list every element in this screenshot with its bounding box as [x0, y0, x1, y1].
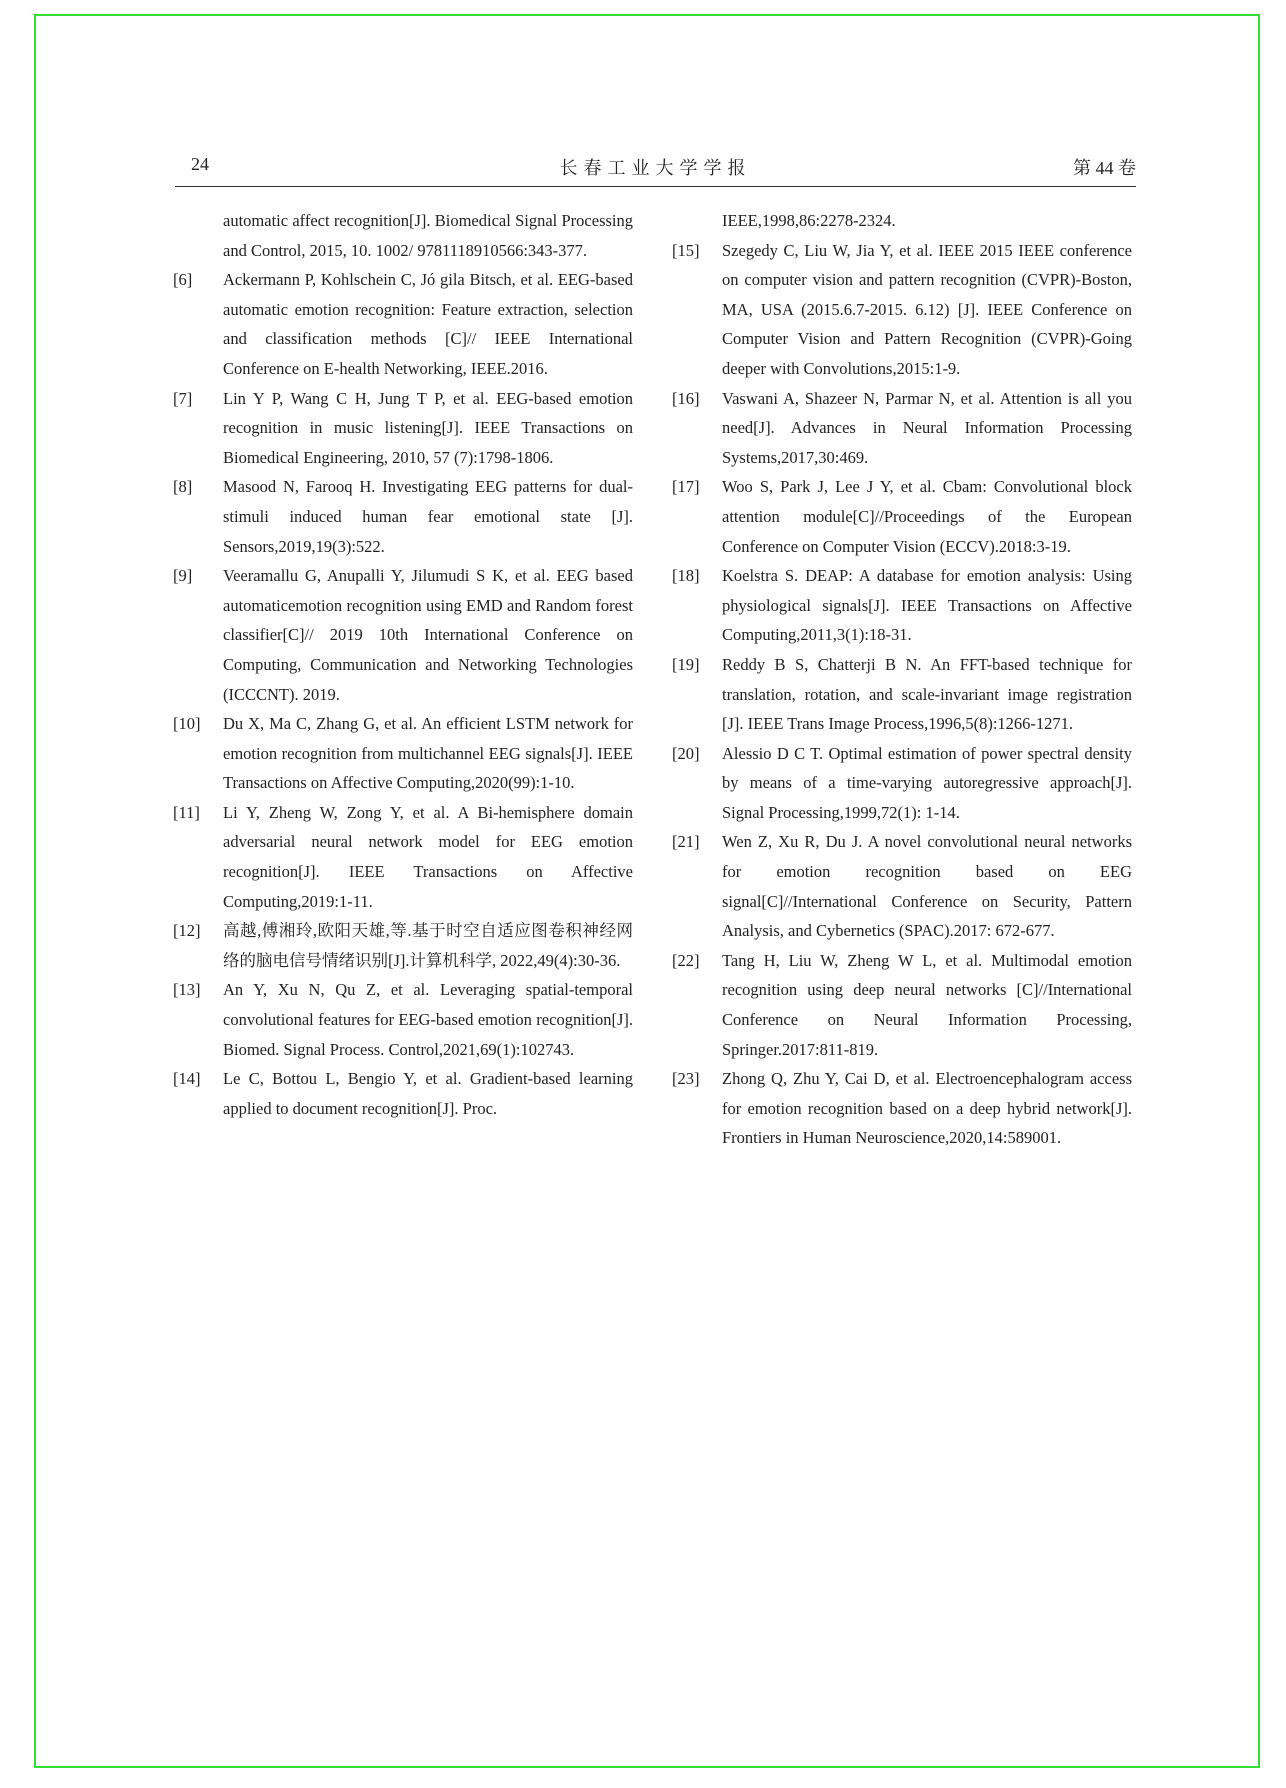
reference-entry: [672, 650, 1132, 739]
reference-number: [11]: [173, 802, 200, 822]
reference-text: Wen Z, Xu R, Du J. A novel convolutional neural networks for emotion recognition based on EEG signal[C]//International Conference on Security, Pattern Analysis, and Cybernetics (SPAC).2017: 672-677.: [722, 832, 1132, 941]
reference-text: Veeramallu G, Anupalli Y, Jilumudi S K, et al. EEG based automaticemotion recognition using EMD and Random forest classifier[C]// 2019 10th International Conference on Computing, Communication and Networking Technologies (ICCCNT). 2019.: [223, 566, 633, 704]
reference-number: [6]: [173, 270, 193, 290]
reference-text: IEEE,1998,86:2278-2324.: [722, 211, 896, 230]
journal-title: 长春工业大学学报: [559, 158, 752, 178]
reference-text: Ackermann P, Kohlschein C, Jó gila Bitsch, et al. EEG-based automatic emotion recognition: Feature extraction, selection and classification methods [C]// IEEE International Conference on E-health Networking, IEEE.2016.: [223, 270, 633, 378]
reference-entry: [672, 561, 1132, 650]
reference-entry: [672, 1064, 1132, 1153]
page-number: 24: [191, 154, 209, 174]
reference-entry: [672, 236, 1132, 384]
reference-text: Lin Y P, Wang C H, Jung T P, et al. EEG-based emotion recognition in music listening[J]. IEEE Transactions on Biomedical Engineering, 2010, 57 (7):1798-1806.: [223, 388, 633, 467]
reference-text: Szegedy C, Liu W, Jia Y, et al. IEEE 2015 IEEE conference on computer vision and pattern recognition (CVPR)-Boston, MA, USA (2015.6.7-2015. 6.12) [J]. IEEE Conference on Computer Vision and Pattern Recognition (CVPR)-Going deeper with Convolutions,2015:1-9.: [722, 240, 1132, 378]
reference-entry: [173, 384, 633, 473]
page-header: [175, 152, 1136, 187]
reference-text: Woo S, Park J, Lee J Y, et al. Cbam: Convolutional block attention module[C]//Proceedings of the European Conference on Computer Vision (ECCV).2018:3-19.: [722, 477, 1132, 556]
reference-entry: [672, 472, 1132, 561]
reference-entry: [173, 561, 633, 709]
reference-text: Zhong Q, Zhu Y, Cai D, et al. Electroencephalogram access for emotion recognition based on a deep hybrid network[J]. Frontiers in Human Neuroscience,2020,14:589001.: [722, 1069, 1132, 1148]
reference-text: Alessio D C T. Optimal estimation of power spectral density by means of a time-varying autoregressive approach[J]. Signal Processing,1999,72(1): 1-14.: [722, 743, 1132, 822]
reference-entry: [173, 975, 633, 1064]
volume-label: 第 44 卷: [1073, 158, 1136, 178]
reference-entry: [672, 827, 1132, 945]
reference-number: [19]: [672, 654, 700, 674]
reference-text: Masood N, Farooq H. Investigating EEG patterns for dual-stimuli induced human fear emotional state [J]. Sensors,2019,19(3):522.: [223, 477, 633, 556]
reference-entry: [173, 472, 633, 561]
reference-text: Li Y, Zheng W, Zong Y, et al. A Bi-hemisphere domain adversarial neural network model for EEG emotion recognition[J]. IEEE Transactions on Affective Computing,2019:1-11.: [223, 802, 633, 911]
reference-number: [20]: [672, 743, 700, 763]
reference-number: [9]: [173, 566, 193, 586]
reference-entry: [672, 384, 1132, 473]
reference-number: [22]: [672, 950, 700, 970]
reference-entry: [173, 265, 633, 383]
reference-entry: [672, 206, 1132, 236]
reference-text: An Y, Xu N, Qu Z, et al. Leveraging spatial-temporal convolutional features for EEG-based emotion recognition[J]. Biomed. Signal Process. Control,2021,69(1):102743.: [223, 980, 633, 1059]
reference-entry: [173, 709, 633, 798]
reference-entry: [672, 946, 1132, 1064]
reference-entry: [173, 798, 633, 916]
reference-entry: [173, 1064, 633, 1123]
reference-number: [18]: [672, 566, 700, 586]
reference-number: [23]: [672, 1069, 700, 1089]
reference-number: [7]: [173, 388, 193, 408]
reference-text: 高越,傅湘玲,欧阳天雄,等.基于时空自适应图卷积神经网络的脑电信号情绪识别[J].计算机科学, 2022,49(4):30-36.: [223, 921, 633, 970]
reference-text: Le C, Bottou L, Bengio Y, et al. Gradient-based learning applied to document recognition[J]. Proc.: [223, 1069, 633, 1118]
reference-number: [15]: [672, 240, 700, 260]
reference-text: Vaswani A, Shazeer N, Parmar N, et al. Attention is all you need[J]. Advances in Neural Information Processing Systems,2017,30:469.: [722, 388, 1132, 467]
reference-entry: [672, 739, 1132, 828]
reference-number: [14]: [173, 1069, 201, 1089]
reference-number: [10]: [173, 714, 201, 734]
reference-entry: [173, 206, 633, 265]
reference-text: Koelstra S. DEAP: A database for emotion analysis: Using physiological signals[J]. IEEE Transactions on Affective Computing,2011,3(1):18-31.: [722, 566, 1132, 645]
reference-number: [17]: [672, 477, 700, 497]
reference-number: [21]: [672, 832, 700, 852]
reference-number: [8]: [173, 477, 193, 497]
reference-text: automatic affect recognition[J]. Biomedical Signal Processing and Control, 2015, 10. 1002/ 9781118910566:343-377.: [223, 211, 633, 260]
reference-column-right: [672, 206, 1132, 1153]
reference-text: Du X, Ma C, Zhang G, et al. An efficient LSTM network for emotion recognition from multichannel EEG signals[J]. IEEE Transactions on Affective Computing,2020(99):1-10.: [223, 714, 633, 793]
reference-number: [16]: [672, 388, 700, 408]
reference-text: Tang H, Liu W, Zheng W L, et al. Multimodal emotion recognition using deep neural networks [C]//International Conference on Neural Information Processing, Springer.2017:811-819.: [722, 950, 1132, 1059]
reference-number: [13]: [173, 980, 201, 1000]
reference-number: [12]: [173, 921, 201, 941]
reference-text: Reddy B S, Chatterji B N. An FFT-based technique for translation, rotation, and scale-invariant image registration [J]. IEEE Trans Image Process,1996,5(8):1266-1271.: [722, 654, 1132, 734]
reference-column-left: [173, 206, 633, 1123]
reference-entry: [173, 916, 633, 975]
